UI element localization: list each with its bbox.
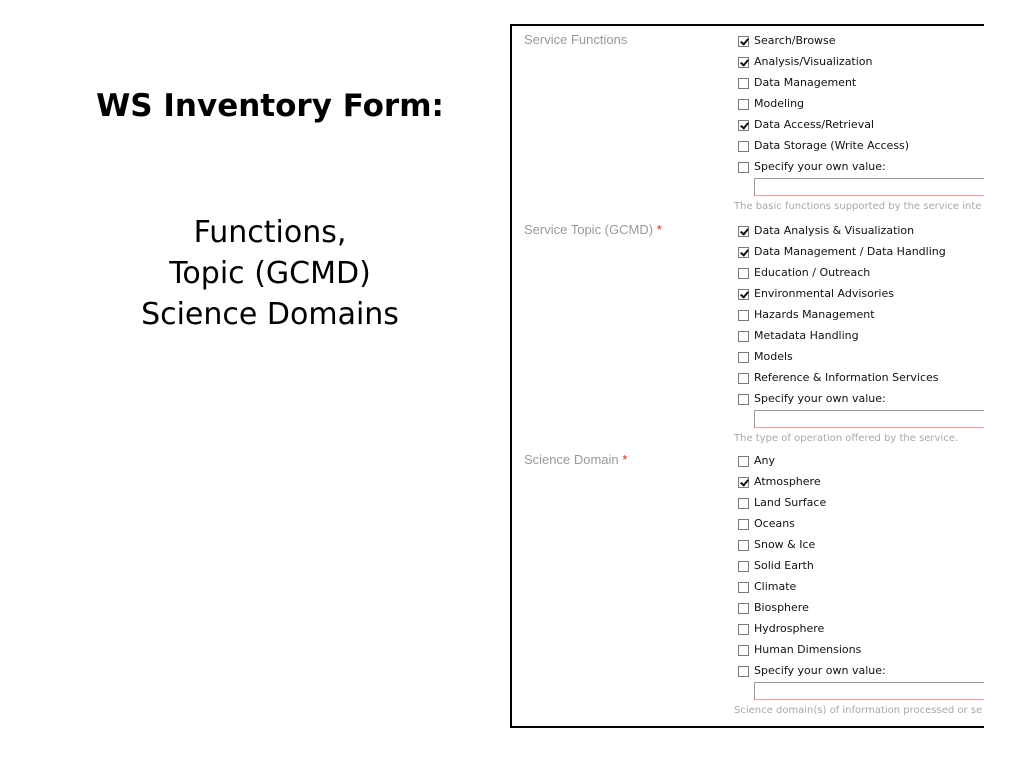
checkbox-option[interactable]	[738, 34, 984, 55]
checkbox-option[interactable]	[738, 329, 984, 350]
checkbox-checked[interactable]	[738, 247, 749, 258]
checkbox-unchecked[interactable]	[738, 162, 749, 173]
field-hint: The basic functions supported by the service inte	[734, 201, 982, 212]
checkbox-label: Atmosphere	[754, 475, 821, 488]
checkbox-checked[interactable]	[738, 477, 749, 488]
inventory-form-screenshot	[510, 24, 984, 728]
checkbox-checked[interactable]	[738, 57, 749, 68]
checkbox-option[interactable]	[738, 118, 984, 139]
checkbox-unchecked[interactable]	[738, 99, 749, 110]
checkbox-unchecked[interactable]	[738, 666, 749, 677]
checkbox-list	[734, 224, 984, 444]
checkbox-option[interactable]	[738, 643, 984, 664]
checkbox-option[interactable]	[738, 224, 984, 245]
checkbox-option[interactable]	[738, 475, 984, 496]
subtitle-line: Science Domains	[141, 297, 399, 332]
checkbox-option[interactable]	[738, 601, 984, 622]
slide-subtitle	[40, 212, 500, 335]
checkbox-unchecked[interactable]	[738, 540, 749, 551]
subtitle-line: Functions,	[193, 215, 347, 250]
checkbox-label: Biosphere	[754, 601, 809, 614]
checkbox-label: Hydrosphere	[754, 622, 825, 635]
checkbox-label: Data Management	[754, 76, 857, 89]
required-marker: *	[622, 452, 628, 467]
checkbox-option[interactable]	[738, 559, 984, 580]
section-label-text: Service Functions	[524, 32, 628, 47]
checkbox-checked[interactable]	[738, 120, 749, 131]
section-label	[524, 32, 627, 47]
checkbox-checked[interactable]	[738, 289, 749, 300]
checkbox-label: Modeling	[754, 97, 805, 110]
checkbox-unchecked[interactable]	[738, 331, 749, 342]
checkbox-label: Oceans	[754, 517, 795, 530]
checkbox-label: Data Access/Retrieval	[754, 118, 875, 131]
required-marker: *	[656, 222, 662, 237]
checkbox-label: Specify your own value:	[754, 392, 886, 405]
checkbox-label: Climate	[754, 580, 797, 593]
checkbox-unchecked[interactable]	[738, 394, 749, 405]
checkbox-unchecked[interactable]	[738, 645, 749, 656]
checkbox-label: Metadata Handling	[754, 329, 859, 342]
checkbox-label: Search/Browse	[754, 34, 836, 47]
checkbox-unchecked[interactable]	[738, 78, 749, 89]
checkbox-unchecked[interactable]	[738, 352, 749, 363]
checkbox-label: Solid Earth	[754, 559, 814, 572]
checkbox-option[interactable]	[738, 622, 984, 643]
checkbox-option[interactable]	[738, 496, 984, 517]
section-label	[524, 452, 627, 467]
checkbox-label: Reference & Information Services	[754, 371, 939, 384]
checkbox-label: Specify your own value:	[754, 160, 886, 173]
slide-title: WS Inventory Form:	[96, 88, 444, 124]
checkbox-option[interactable]	[738, 266, 984, 287]
checkbox-option[interactable]	[738, 139, 984, 160]
checkbox-label: Data Storage (Write Access)	[754, 139, 910, 152]
checkbox-unchecked[interactable]	[738, 310, 749, 321]
checkbox-unchecked[interactable]	[738, 624, 749, 635]
checkbox-unchecked[interactable]	[738, 561, 749, 572]
own-value-input[interactable]	[754, 410, 984, 428]
checkbox-label: Any	[754, 454, 776, 467]
checkbox-label: Data Management / Data Handling	[754, 245, 946, 258]
checkbox-label: Data Analysis & Visualization	[754, 224, 915, 237]
checkbox-label: Models	[754, 350, 793, 363]
own-value-input[interactable]	[754, 178, 984, 196]
checkbox-unchecked[interactable]	[738, 373, 749, 384]
checkbox-unchecked[interactable]	[738, 603, 749, 614]
checkbox-label: Analysis/Visualization	[754, 55, 873, 68]
checkbox-option[interactable]	[738, 454, 984, 475]
checkbox-list	[734, 454, 984, 716]
own-value-input[interactable]	[754, 682, 984, 700]
checkbox-option[interactable]	[738, 308, 984, 329]
checkbox-option[interactable]	[738, 371, 984, 392]
field-hint: Science domain(s) of information processed or se	[734, 705, 983, 716]
checkbox-label: Land Surface	[754, 496, 827, 509]
checkbox-unchecked[interactable]	[738, 519, 749, 530]
checkbox-list	[734, 34, 984, 212]
checkbox-option[interactable]	[738, 517, 984, 538]
checkbox-label: Hazards Management	[754, 308, 875, 321]
checkbox-label: Snow & Ice	[754, 538, 816, 551]
checkbox-option[interactable]	[738, 76, 984, 97]
checkbox-checked[interactable]	[738, 36, 749, 47]
checkbox-option[interactable]	[738, 538, 984, 559]
checkbox-label: Environmental Advisories	[754, 287, 894, 300]
checkbox-unchecked[interactable]	[738, 498, 749, 509]
checkbox-option[interactable]	[738, 350, 984, 371]
checkbox-unchecked[interactable]	[738, 582, 749, 593]
checkbox-label: Specify your own value:	[754, 664, 886, 677]
checkbox-unchecked[interactable]	[738, 456, 749, 467]
section-label-text: Service Topic (GCMD)	[524, 222, 654, 237]
checkbox-option[interactable]	[738, 55, 984, 76]
checkbox-option[interactable]	[738, 580, 984, 601]
checkbox-option[interactable]	[738, 245, 984, 266]
checkbox-unchecked[interactable]	[738, 141, 749, 152]
field-hint: The type of operation offered by the service.	[734, 433, 959, 444]
subtitle-line: Topic (GCMD)	[169, 256, 371, 291]
section-label-text: Science Domain	[524, 452, 619, 467]
checkbox-label: Human Dimensions	[754, 643, 862, 656]
checkbox-option[interactable]	[738, 287, 984, 308]
section-label	[524, 222, 662, 237]
checkbox-unchecked[interactable]	[738, 268, 749, 279]
checkbox-option[interactable]	[738, 97, 984, 118]
checkbox-checked[interactable]	[738, 226, 749, 237]
checkbox-label: Education / Outreach	[754, 266, 871, 279]
